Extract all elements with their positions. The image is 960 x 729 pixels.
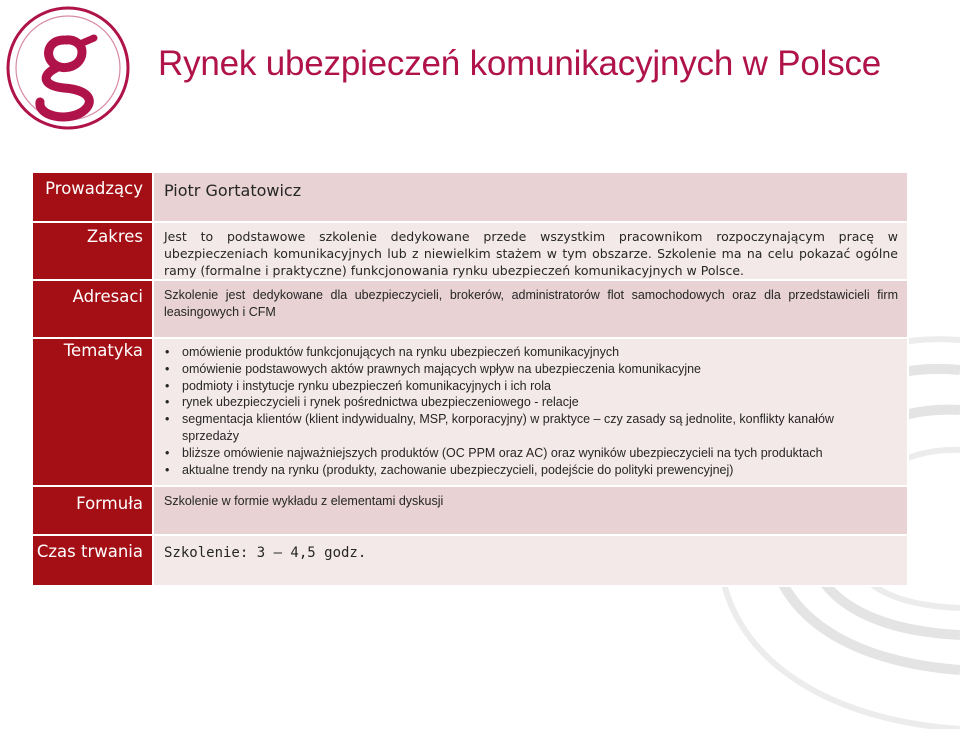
row-value-adresaci: Szkolenie jest dedykowane dla ubezpieczycieli, brokerów, administratorów flot samochodowych oraz dla przedstawicieli firm leasingowych i CFM [153, 280, 908, 338]
row-label-prowadzacy: Prowadzący [32, 172, 153, 222]
list-item: • aktualne trendy na rynku (produkty, zachowanie ubezpieczycieli, podejście do polityki prewencyjnej) [164, 462, 867, 479]
row-label-zakres: Zakres [32, 222, 153, 280]
row-value-tematyka [153, 338, 908, 486]
list-item: • podmioty i instytucje rynku ubezpieczeń komunikacyjnych i ich rola [164, 378, 867, 395]
list-item: • omówienie podstawowych aktów prawnych mających wpływ na ubezpieczenia komunikacyjne [164, 361, 867, 378]
list-item: • omówienie produktów funkcjonujących na rynku ubezpieczeń komunikacyjnych [164, 344, 867, 361]
list-item: • rynek ubezpieczycieli i rynek pośrednictwa ubezpieczeniowego - relacje [164, 394, 867, 411]
list-item: • segmentacja klientów (klient indywidualny, MSP, korporacyjny) w praktyce – czy zasady są jednolite, konflikty kanałów sprzedaży [164, 411, 867, 445]
row-value-czas-trwania: Szkolenie: 3 – 4,5 godz. [153, 535, 908, 586]
table-row-tematyka [32, 338, 908, 486]
training-info-table [31, 171, 909, 587]
table-row-formula [32, 486, 908, 535]
table-row-prowadzacy [32, 172, 908, 222]
table-row-czas-trwania [32, 535, 908, 586]
topics-list [164, 344, 867, 478]
row-value-zakres: Jest to podstawowe szkolenie dedykowane przede wszystkim pracownikom rozpoczynającym pracę w ubezpieczeniach komunikacyjnych lub z niewielkim stażem w tym obszarze. Szkolenie ma na celu pokazać ogólne ramy (formalne i praktyczne) funkcjonowania rynku ubezpieczeń komunikacyjnych w Polsce. [153, 222, 908, 280]
row-label-czas-trwania: Czas trwania [32, 535, 153, 586]
row-value-formula: Szkolenie w formie wykładu z elementami dyskusji [153, 486, 908, 535]
row-value-prowadzacy: Piotr Gortatowicz [153, 172, 908, 222]
row-label-tematyka: Tematyka [32, 338, 153, 486]
logo-g-icon [4, 4, 132, 132]
row-label-formula: Formuła [32, 486, 153, 535]
page-title: Rynek ubezpieczeń komunikacyjnych w Polsce [158, 44, 882, 83]
table-row-zakres [32, 222, 908, 280]
list-item: • bliższe omówienie najważniejszych produktów (OC PPM oraz AC) oraz wyników ubezpieczycieli na tych produktach [164, 445, 867, 462]
table-row-adresaci [32, 280, 908, 338]
row-label-adresaci: Adresaci [32, 280, 153, 338]
